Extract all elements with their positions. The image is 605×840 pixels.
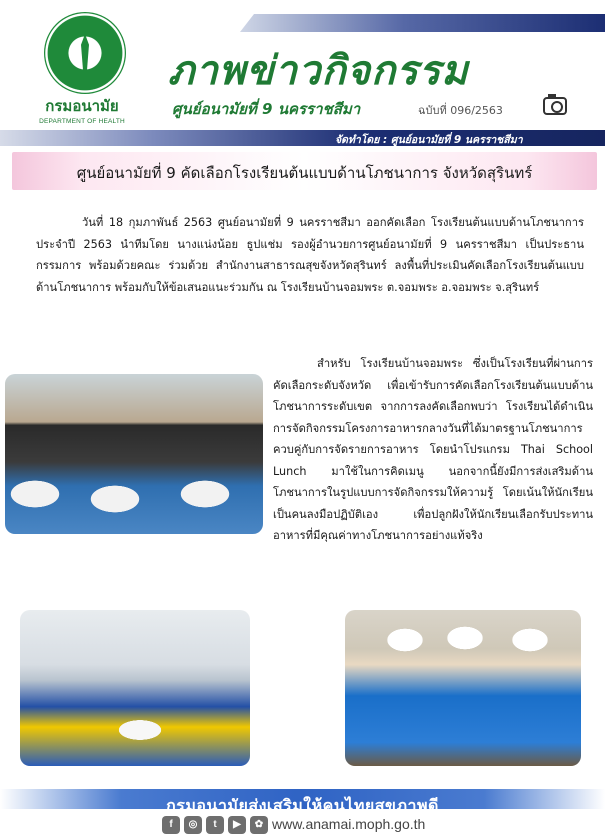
group-photo [5,374,263,534]
camera-icon [543,97,567,115]
lunch-photo [20,610,250,766]
web-icon[interactable]: ✿ [250,816,268,834]
department-seal-logo [44,12,126,94]
instagram-icon[interactable]: ◎ [184,816,202,834]
website-link[interactable]: www.anamai.moph.go.th [272,816,426,832]
department-name-en: DEPARTMENT OF HEALTH [39,118,125,125]
facebook-icon[interactable]: f [162,816,180,834]
body-paragraph-2: สำหรับ โรงเรียนบ้านจอมพระ ซึ่งเป็นโรงเรียนที่ผ่านการคัดเลือกระดับจังหวัด เพื่อเข้ารับการคัดเลือกโรงเรียนต้นแบบด้านโภชนาการระดับเขต จากการลงคัดเลือกพบว่า โรงเรียนได้ดำเนินการจัดกิจกรรมโครงการอาหารกลางวันที่ได้มาตรฐานโภชนาการ ควบคู่กับการจัดรายการอาหาร โดยนำโปรแกรม Thai School Lunch มาใช้ในการคิดเมนู นอกจากนี้ยังมีการส่งเสริมด้านโภชนาการในรูปแบบการจัดกิจกรรมให้ความรู้ โดยเน้นให้นักเรียนเป็นคนลงมือปฏิบัติเอง เพื่อปลูกฝังให้นักเรียนเลือกรับประทานอาหารที่มีคุณค่าทางโภชนาการอย่างแท้จริง [273,357,593,542]
footer-band [0,789,605,815]
issue-number: ฉบับที่ 096/2563 [418,104,503,117]
header [0,0,605,132]
center-name: ศูนย์อนามัยที่ 9 นครราชสีมา [172,100,361,118]
footer-slogan: กรมอนามัยส่งเสริมให้คนไทยสุขภาพดี [166,796,439,815]
headline-band [12,152,597,190]
producer-credit: จัดทำโดย : ศูนย์อนามัยที่ 9 นครราชสีมา [335,134,523,146]
cooking-students-photo [345,610,581,766]
header-top-stripe [240,14,605,32]
headline: ศูนย์อนามัยที่ 9 คัดเลือกโรงเรียนต้นแบบด้านโภชนาการ จังหวัดสุรินทร์ [76,164,533,182]
youtube-icon[interactable]: ▶ [228,816,246,834]
department-logo-text [22,94,142,125]
twitter-icon[interactable]: t [206,816,224,834]
footer [0,783,605,840]
page-title: ภาพข่าวกิจกรรม [168,48,469,94]
department-name-th: กรมอนามัย [45,97,119,115]
body-paragraph-1: วันที่ 18 กุมภาพันธ์ 2563 ศูนย์อนามัยที่ 9 นครราชสีมา ออกคัดเลือก โรงเรียนต้นแบบด้านโภชนาการ ประจำปี 2563 นำทีมโดย นางแน่งน้อย ธูปแช่ม รองผู้อำนวยการศูนย์อนามัยที่ 9 นครราชสีมา เป็นประธานกรรมการ พร้อมด้วยคณะ ร่วมด้วย สำนักงานสาธารณสุขจังหวัดสุรินทร์ ลงพื้นที่ประเมินคัดเลือกโรงเรียนต้นแบบด้านโภชนาการ พร้อมกับให้ข้อเสนอแนะร่วมกัน ณ โรงเรียนบ้านจอมพระ ต.จอมพระ อ.จอมพระ จ.สุรินทร์ [36,216,584,294]
social-icons [162,816,268,834]
caduceus-icon [75,34,95,70]
